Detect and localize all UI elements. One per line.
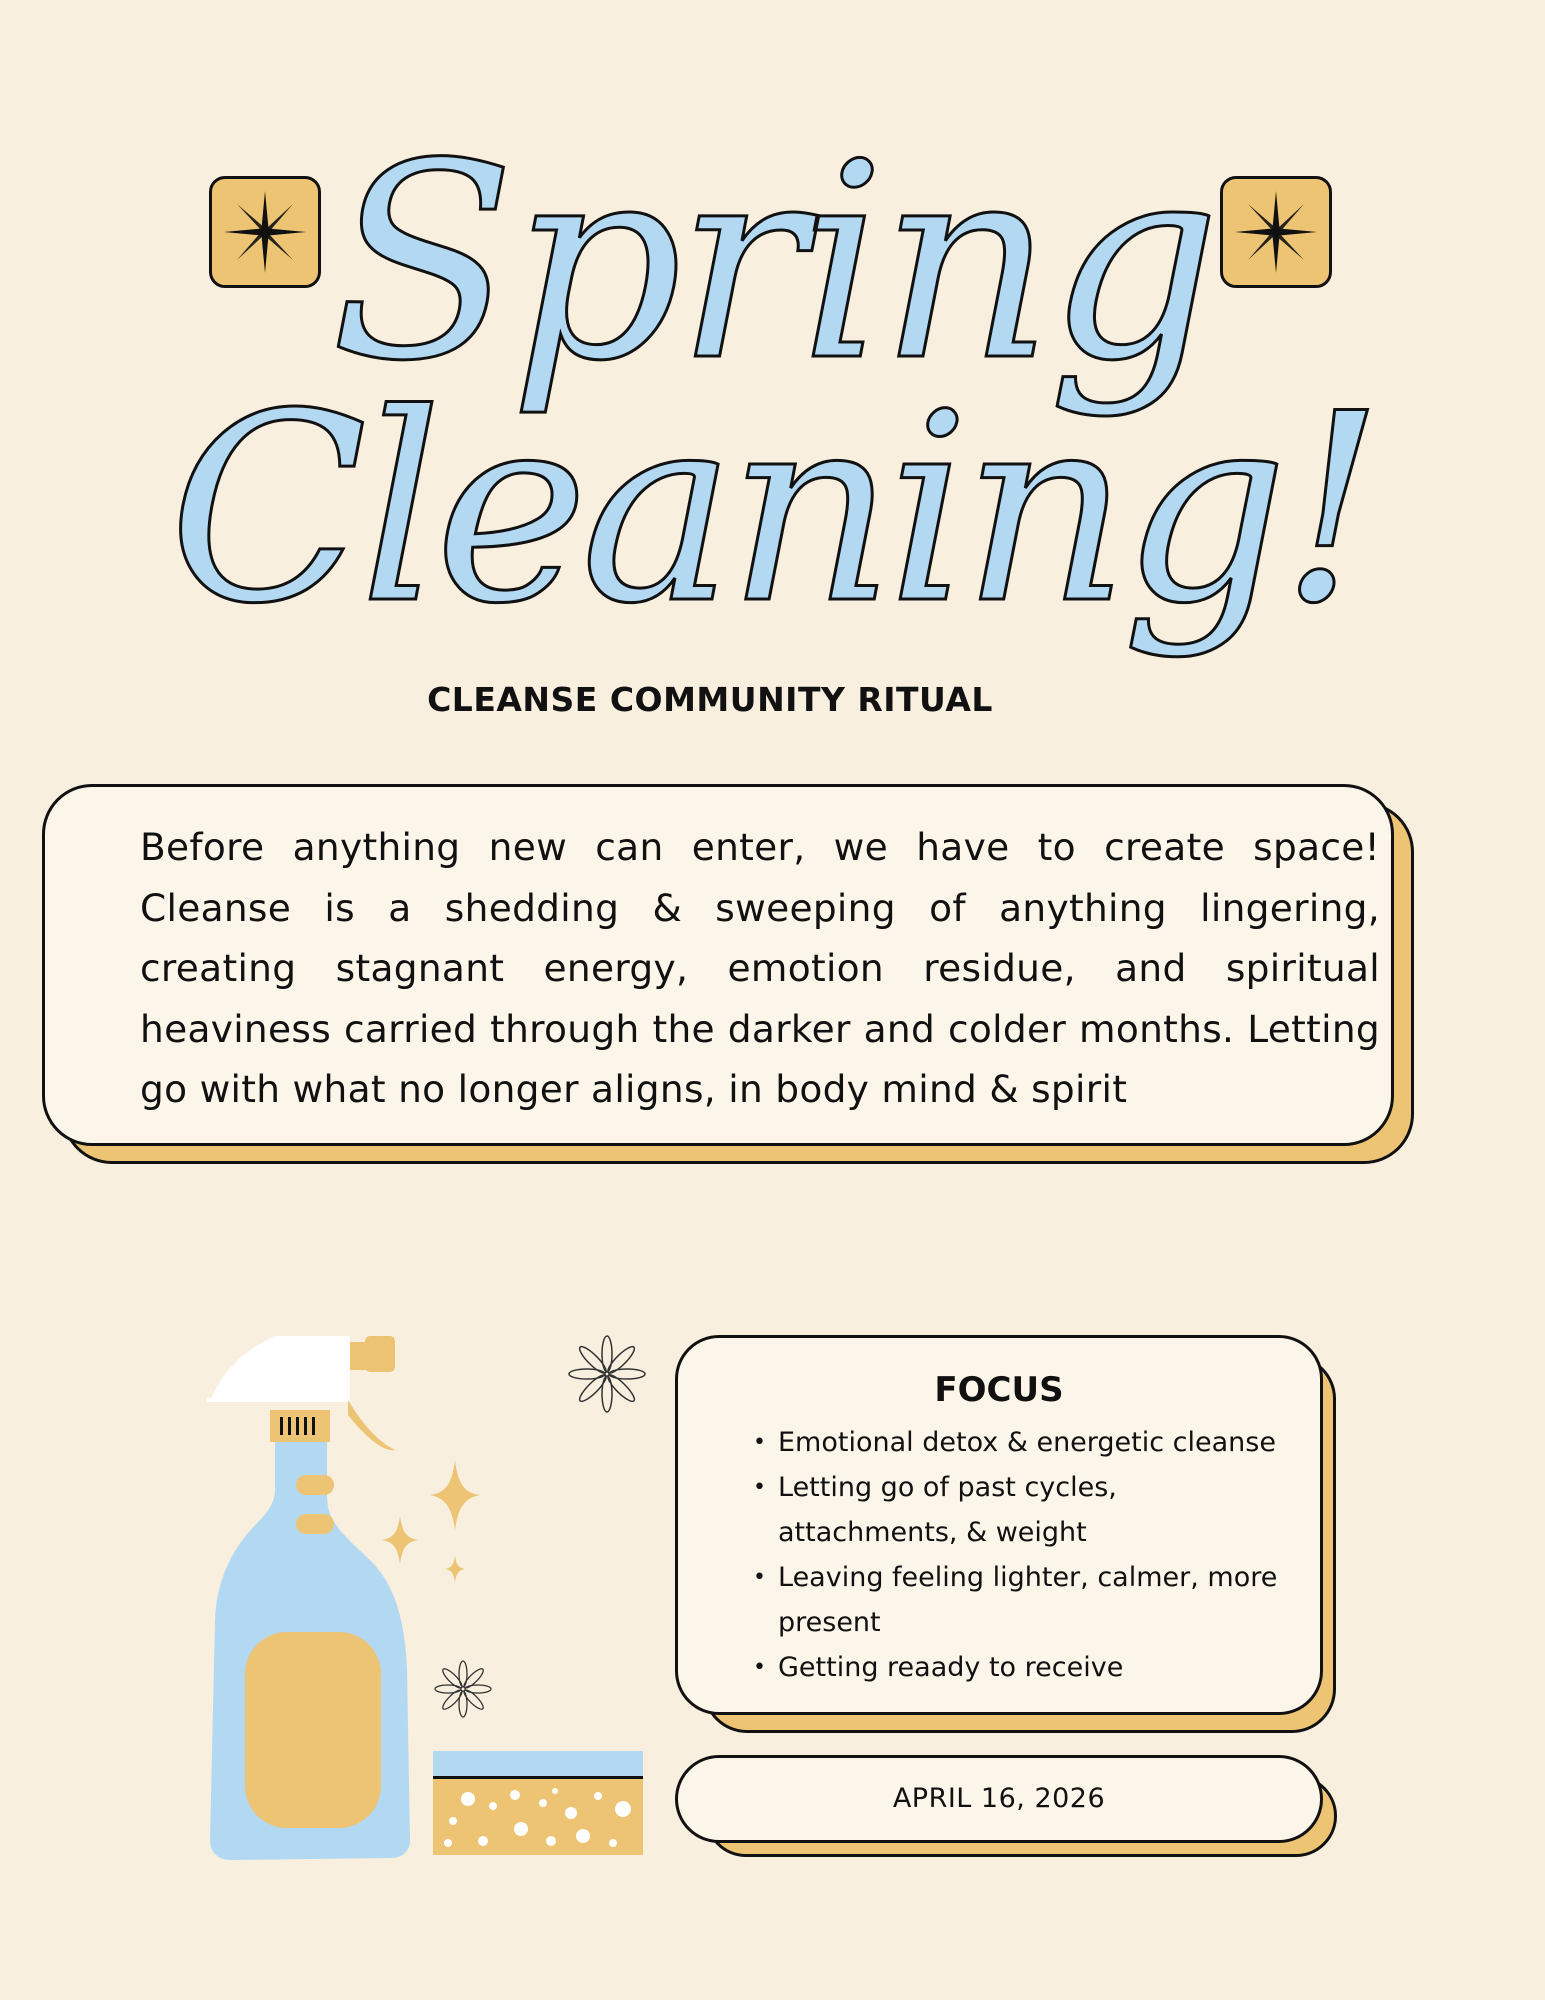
focus-title: FOCUS	[934, 1370, 1064, 1410]
spray-bottle-icon	[200, 1330, 440, 1870]
title-spring: Spring	[330, 105, 1215, 420]
focus-card	[675, 1335, 1323, 1715]
event-date: APRIL 16, 2026	[892, 1783, 1106, 1814]
list-item: • Letting go of past cycles, attachments, & weight	[778, 1465, 1298, 1555]
subtitle: CLEANSE COMMUNITY RITUAL	[427, 680, 993, 719]
flower-icon-bottom	[434, 1660, 492, 1718]
list-item: • Getting reaady to receive	[778, 1645, 1298, 1690]
list-item: • Emotional detox & energetic cleanse	[778, 1420, 1298, 1465]
sponge-icon	[433, 1751, 645, 1857]
date-card	[675, 1755, 1323, 1843]
title-cleaning: Cleaning!	[168, 359, 1377, 661]
flower-icon-top	[568, 1335, 646, 1413]
sparkle-icon	[375, 1455, 490, 1590]
focus-list	[778, 1420, 1298, 1690]
list-item: • Leaving feeling lighter, calmer, more present	[778, 1555, 1298, 1645]
intro-text: Before anything new can enter, we have to create space! Cleanse is a shedding & sweeping of anything lingering, creating stagnant energy, emotion residue, and spiritual heaviness carried through the darker and colder months. Letting go with what no longer aligns, in body mind & spirit	[140, 825, 1380, 1111]
intro-card	[42, 784, 1394, 1146]
